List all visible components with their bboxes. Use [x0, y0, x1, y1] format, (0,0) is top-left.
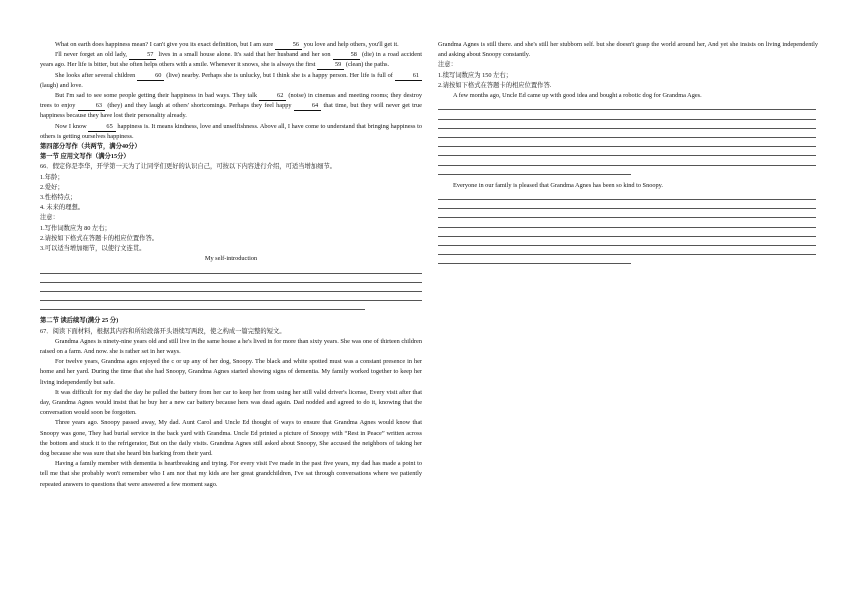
- text: (clean) the paths.: [345, 61, 390, 69]
- question-67: 67．阅读下面材料，根据其内容和所给段落开头语续写两段，使之构成一篇完整的短文。: [40, 327, 286, 335]
- continuation-start-2: Everyone in our family is pleased that Grandma Agnes has been so kind to Snoopy.: [453, 181, 663, 189]
- answer-line[interactable]: [438, 246, 816, 255]
- answer-line[interactable]: [40, 274, 422, 283]
- text: you love and help others, you'll get it.: [303, 41, 399, 48]
- part4-heading: 第四部分写作（共两节，满分40分）: [40, 143, 141, 151]
- item66-4: 4. 未来的理想。: [40, 204, 85, 212]
- paragraph-62: [40, 91, 422, 122]
- blank-59[interactable]: 59: [317, 61, 344, 70]
- answer-line[interactable]: [438, 191, 816, 200]
- blank-63[interactable]: 63: [78, 102, 105, 111]
- blank-57[interactable]: 57: [129, 51, 156, 60]
- answer-line[interactable]: [438, 255, 631, 264]
- right-column: [438, 40, 818, 264]
- note67-2: 2.请按如下格式在答题卡的相应位置作答.: [438, 81, 552, 89]
- blank-58[interactable]: 58: [333, 51, 360, 60]
- text: (laugh) and love.: [40, 81, 83, 89]
- answer-line[interactable]: [438, 218, 816, 227]
- blank-64[interactable]: 64: [294, 102, 321, 111]
- paragraph-57: [40, 50, 422, 70]
- note66-1: 1.写作词数应为 80 左右；: [40, 224, 111, 232]
- section1-heading: 第一节 应用文写作（满分15分）: [40, 153, 130, 161]
- item66-3: 3.性格特点；: [40, 194, 77, 202]
- left-column: [40, 40, 422, 490]
- text: Now I know: [55, 122, 87, 130]
- answer-line[interactable]: [438, 129, 816, 138]
- answer-line[interactable]: [438, 120, 816, 129]
- note-label: 注意：: [40, 214, 59, 222]
- answer-line[interactable]: [438, 200, 816, 209]
- blank-60[interactable]: 60: [137, 72, 164, 81]
- answer-line[interactable]: [438, 166, 631, 175]
- text: She looks after several children: [55, 71, 136, 79]
- answer-line[interactable]: [438, 237, 816, 246]
- text: (they) and they laugh at others' shortcomings. Perhaps they feel happy: [107, 102, 292, 110]
- blank-62[interactable]: 62: [259, 92, 286, 101]
- text: (live) nearby. Perhaps she is unlucky, but I think she is a happy person. Her life is full of: [166, 71, 393, 79]
- answer-line[interactable]: [438, 228, 816, 237]
- paragraph-56: [40, 40, 422, 50]
- text: I'll never forget an old lady,: [55, 51, 128, 59]
- answer-line[interactable]: [438, 101, 816, 110]
- story-paragraph: It was difficult for my dad the day he pulled the battery from her car to keep her from using her still valid driver's license, Every visit after that day, Grandma Agnes would insist that he buy her a new car battery because hers was dead again. Dad nodded and agreed to do it, knowing that the conversation would soon be forgotten.: [40, 388, 422, 417]
- text: But I'm sad to see some people getting their happiness in bad ways. They talk: [55, 92, 257, 100]
- text: happiness is. It means kindness, love and unselfishness. Above all, I have come to understand that bringing happiness to others is getting ourselves happiness.: [40, 122, 423, 140]
- text: What on earth does happiness mean? I can't give you its exact definition, but I am sure: [55, 41, 274, 48]
- note67-1: 1.续写词数应为 150 左右；: [438, 71, 512, 79]
- note-label: 注意：: [438, 61, 457, 69]
- answer-lines-66[interactable]: [40, 264, 422, 310]
- answer-lines-67a[interactable]: [438, 101, 818, 175]
- answer-line[interactable]: [40, 301, 365, 310]
- item66-1: 1.年龄；: [40, 173, 64, 181]
- paragraph-65: [40, 122, 422, 142]
- continuation-start-1: A few months ago, Uncle Ed came up with good idea and bought a robotic dog for Grandma Ages.: [453, 92, 702, 100]
- answer-line[interactable]: [40, 292, 422, 301]
- answer-line[interactable]: [438, 156, 816, 165]
- blank-61[interactable]: 61: [395, 72, 422, 81]
- text: lives in a small house alone. It's said that her husband and her son: [158, 51, 331, 59]
- answer-line[interactable]: [438, 138, 816, 147]
- story-continued: Grandma Agnes is still there. and she's still her stubborn self. but she doesn't grasp the world around her, And yet she insists on living independently and asking about Snoopy constantly.: [438, 41, 818, 59]
- item66-2: 2.爱好；: [40, 183, 64, 191]
- answer-line[interactable]: [40, 264, 422, 273]
- note66-3: 3.可以适当增加细节，以使行文连贯。: [40, 245, 146, 253]
- blank-56[interactable]: 56: [275, 41, 302, 50]
- story-paragraph: For twelve years, Grandma ages enjoyed the c or up any of her dog, Snoopy. The black and white spotted must was a constant presence in her home and her yard. During the time that she had Snoopy, Grandma Agnes started showing signs of dementia. My family worked together to keep her living independently but safe.: [40, 358, 422, 386]
- answer-line[interactable]: [40, 283, 422, 292]
- question-66: 66．假定你是李华，开学第一天为了让同学们更好的认识自己，可按以下内容进行介绍，可适当增加细节。: [40, 163, 336, 171]
- text: (die) in a road accident years ago. Her life is bitter, but she often helps others with a smile. Whenever it snows, she is always the first: [40, 51, 422, 69]
- answer-lines-67b[interactable]: [438, 191, 818, 265]
- note66-2: 2.请按如下格式在答题卡的相应位置作答。: [40, 234, 159, 242]
- text: (noise) in cinemas and meeting rooms; they destroy trees to enjoy: [40, 92, 423, 110]
- answer-line[interactable]: [438, 147, 816, 156]
- text: that time, but they will never get true happiness because they have lost their personality already.: [40, 102, 422, 120]
- blank-65[interactable]: 65: [88, 123, 115, 132]
- answer-line[interactable]: [438, 110, 816, 119]
- answer-line[interactable]: [438, 209, 816, 218]
- story-paragraph: Three years ago. Snoopy passed away, My dad. Aunt Carol and Uncle Ed thought of ways to ensure that Grandma Agnes would know that Snoopy was gone, They had burial service in the back yard with Grandma. Uncle Ed printed a picture of Snoopy with “Rest in Peace” written across the bottom and stuck it to the refrigerator, But on the daily visits. Grandma Agnes still asked about Snoopy, She accused the neighbors of taking her dog because she was sure that she heard bin barking from their yard.: [40, 419, 422, 458]
- paragraph-60: [40, 71, 422, 91]
- essay-title: My self-introduction: [204, 255, 258, 263]
- story-paragraph: Grandma Agnes is ninety-nine years old and still live in the same house a he's lived in for more than sixty years. She was one of thirteen children raised on a farm. And now. she is rather set in her ways.: [40, 337, 422, 356]
- story-paragraph: Having a family member with dementia is heartbreaking and trying. For every visit I've made in the past five years, my dad has made a point to tell me that she probably won't remember who I am nor that my kids are her great grandchildren, I've sat through conversations where we patiently repeated answers to questions that were answered a few moment sago.: [40, 460, 422, 488]
- section2-heading: 第二节 读后续写(满分 25 分): [40, 317, 119, 325]
